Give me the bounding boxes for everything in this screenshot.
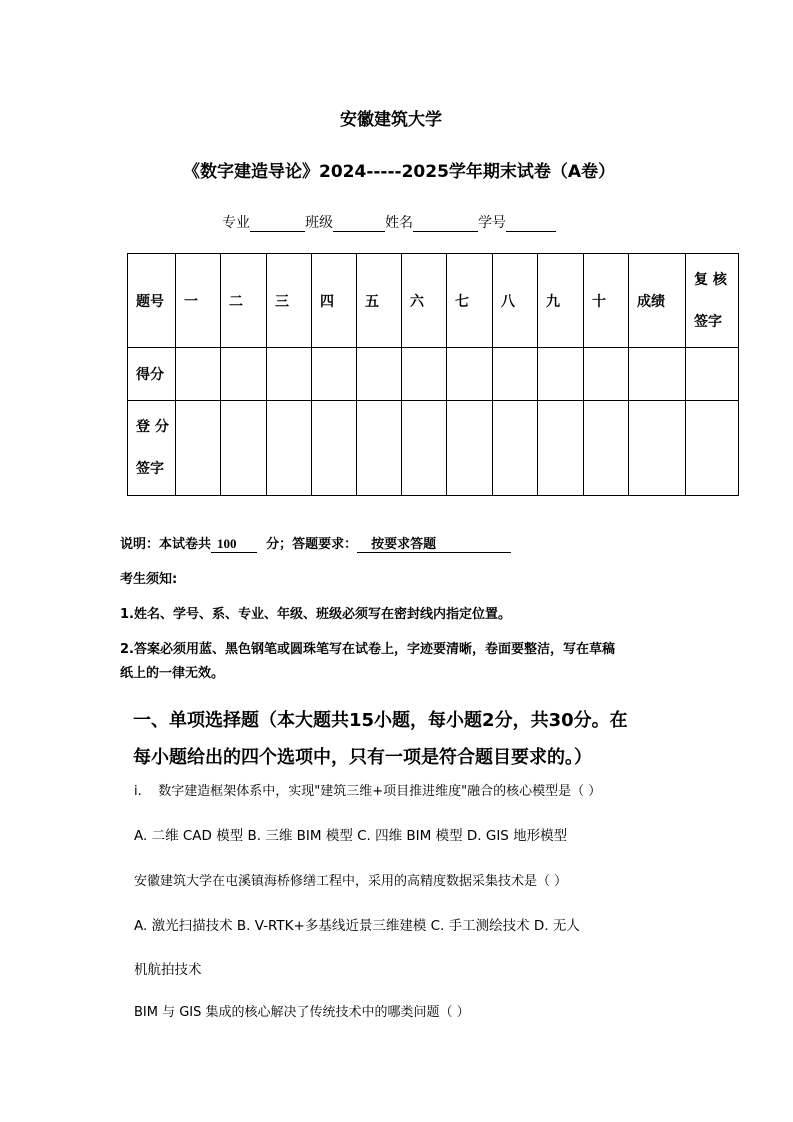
sign-cell[interactable] xyxy=(538,401,584,496)
question-text: BIM 与 GIS 集成的核心解决了传统技术中的哪类问题（ ） xyxy=(134,1005,470,1020)
sign-cell[interactable] xyxy=(493,401,538,496)
score-cell[interactable] xyxy=(357,348,402,401)
header-cell: 七 xyxy=(447,254,493,348)
class-label: 班级 xyxy=(305,215,333,231)
class-field[interactable] xyxy=(333,215,385,232)
header-cell: 三 xyxy=(267,254,312,348)
header-cell: 四 xyxy=(312,254,357,348)
score-cell[interactable] xyxy=(221,348,267,401)
review-label: 复 核 xyxy=(694,271,727,288)
total-score: 100 xyxy=(211,536,257,553)
score-label: 得分 xyxy=(128,348,176,401)
header-cell: 九 xyxy=(538,254,584,348)
question xyxy=(134,780,601,799)
notice-item: 2.答案必须用蓝、黑色钢笔或圆珠笔写在试卷上，字迹要清晰，卷面要整洁，写在草稿 xyxy=(120,642,615,657)
sign-cell[interactable] xyxy=(686,401,739,496)
requirement: 按要求答题 xyxy=(357,533,511,553)
review-sign-label: 签字 xyxy=(694,313,722,330)
score-cell[interactable] xyxy=(447,348,493,401)
score-cell[interactable] xyxy=(629,348,686,401)
question-options: A. 激光扫描技术 B. V-RTK+多基线近景三维建模 C. 手工测绘技术 D. 无人 xyxy=(134,918,580,934)
header-cell: 八 xyxy=(493,254,538,348)
recorder-label xyxy=(128,401,176,496)
recorder-sign-label: 签字 xyxy=(136,461,164,477)
header-cell: 一 xyxy=(176,254,221,348)
id-label: 学号 xyxy=(478,215,506,231)
id-field[interactable] xyxy=(506,215,556,232)
sign-cell[interactable] xyxy=(447,401,493,496)
score-table xyxy=(127,253,739,496)
name-field[interactable] xyxy=(413,215,478,232)
school-name: 安徽建筑大学 xyxy=(340,110,442,130)
note-mid: 分；答题要求： xyxy=(266,537,358,552)
major-label: 专业 xyxy=(222,215,250,231)
name-label: 姓名 xyxy=(385,215,413,231)
question-options-cont: 机航拍技术 xyxy=(134,962,202,978)
section-heading-cont: 每小题给出的四个选项中，只有一项是符合题目要求的。） xyxy=(133,747,592,768)
header-cell: 成绩 xyxy=(629,254,686,348)
table-row xyxy=(128,348,739,401)
score-cell[interactable] xyxy=(584,348,629,401)
score-cell[interactable] xyxy=(312,348,357,401)
score-cell[interactable] xyxy=(686,348,739,401)
notice-item-cont: 纸上的一律无效。 xyxy=(120,666,225,681)
header-cell: 二 xyxy=(221,254,267,348)
score-cell[interactable] xyxy=(176,348,221,401)
sign-cell[interactable] xyxy=(629,401,686,496)
table-row xyxy=(128,254,739,348)
exam-title: 《数字建造导论》2024-----2025学年期末试卷（A卷） xyxy=(183,162,616,182)
sign-cell[interactable] xyxy=(357,401,402,496)
notice-item: 1.姓名、学号、系、专业、年级、班级必须写在密封线内指定位置。 xyxy=(120,607,511,622)
question-options: A. 二维 CAD 模型 B. 三维 BIM 模型 C. 四维 BIM 模型 D. GIS 地形模型 xyxy=(134,828,568,844)
score-cell[interactable] xyxy=(402,348,447,401)
note-prefix: 说明：本试卷共 xyxy=(120,537,212,552)
score-cell[interactable] xyxy=(493,348,538,401)
sign-cell[interactable] xyxy=(312,401,357,496)
question-number: i. xyxy=(134,784,142,799)
sign-cell[interactable] xyxy=(176,401,221,496)
student-info xyxy=(222,212,556,232)
sign-cell[interactable] xyxy=(221,401,267,496)
question-text: 安徽建筑大学在屯溪镇海桥修缮工程中，采用的高精度数据采集技术是（ ） xyxy=(134,874,568,889)
table-row xyxy=(128,401,739,496)
score-cell[interactable] xyxy=(538,348,584,401)
notice-title: 考生须知: xyxy=(120,572,178,587)
header-cell: 五 xyxy=(357,254,402,348)
header-cell: 题号 xyxy=(128,254,176,348)
sign-cell[interactable] xyxy=(402,401,447,496)
question-text: 数字建造框架体系中，实现"建筑三维+项目推进维度"融合的核心模型是（ ） xyxy=(158,784,602,799)
sign-cell[interactable] xyxy=(267,401,312,496)
header-cell: 十 xyxy=(584,254,629,348)
header-cell-review xyxy=(686,254,739,348)
header-cell: 六 xyxy=(402,254,447,348)
sign-cell[interactable] xyxy=(584,401,629,496)
recorder-label-line: 登 分 xyxy=(136,419,169,435)
score-cell[interactable] xyxy=(267,348,312,401)
exam-note xyxy=(120,533,511,553)
major-field[interactable] xyxy=(250,215,305,232)
section-heading: 一、单项选择题（本大题共15小题，每小题2分，共30分。在 xyxy=(133,710,628,731)
